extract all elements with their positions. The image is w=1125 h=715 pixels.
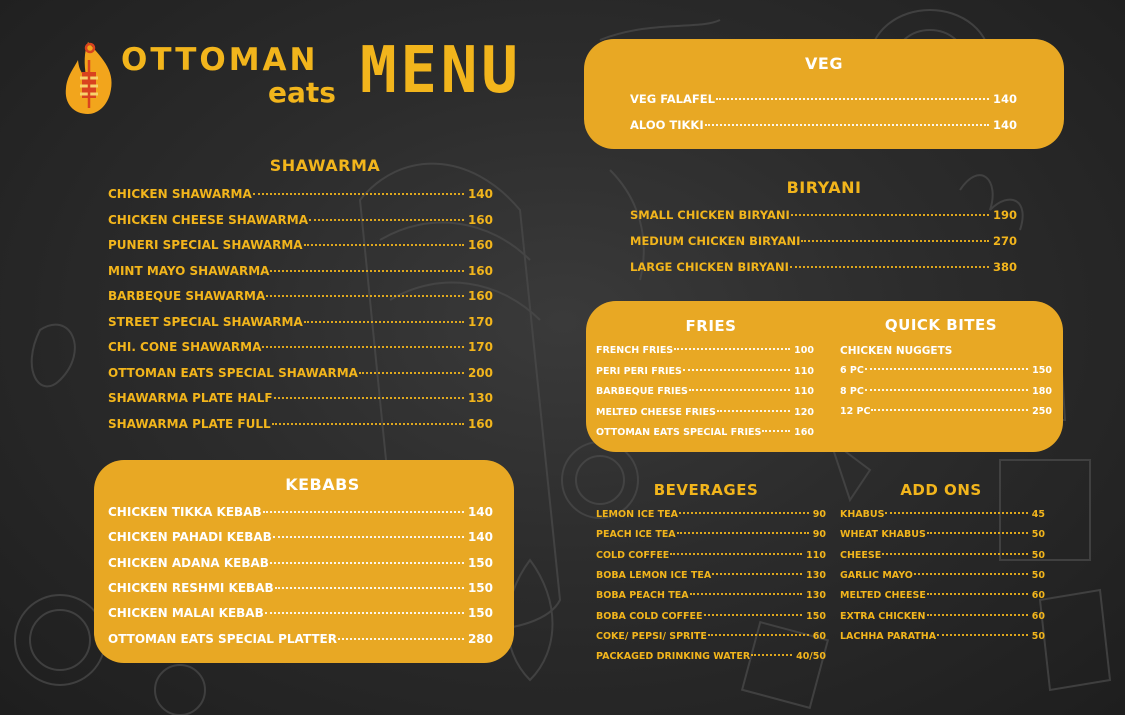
dot-leader — [272, 423, 464, 425]
menu-item-name: SMALL CHICKEN BIRYANI — [630, 208, 790, 222]
dot-leader — [304, 321, 464, 323]
menu-item-name: KHABUS — [840, 509, 885, 520]
menu-item-name: STREET SPECIAL SHAWARMA — [108, 314, 303, 329]
menu-item-name: SHAWARMA PLATE HALF — [108, 391, 273, 405]
menu-item-name: GARLIC MAYO — [840, 569, 913, 581]
menu-item-row — [108, 581, 493, 595]
biryani-section-title: BIRYANI — [786, 178, 862, 197]
menu-item-row — [108, 556, 493, 570]
dot-leader — [927, 614, 1028, 616]
menu-item-price: 90 — [812, 529, 826, 541]
dot-leader — [253, 193, 464, 195]
kebabs-section-title: KEBABS — [285, 475, 360, 494]
menu-item-row — [596, 631, 826, 642]
dot-leader — [674, 348, 790, 350]
menu-item-row — [596, 366, 814, 377]
menu-item-name: OTTOMAN EATS SPECIAL FRIES — [596, 427, 762, 438]
dot-leader — [871, 409, 1028, 411]
menu-item-name: MINT MAYO SHAWARMA — [108, 263, 270, 278]
menu-item-row — [630, 118, 1017, 132]
menu-item-price: 140 — [992, 118, 1017, 132]
menu-item-row — [108, 213, 493, 227]
dot-leader — [927, 532, 1028, 534]
menu-item-name: SHAWARMA PLATE FULL — [108, 416, 271, 431]
menu-item-name: PACKAGED DRINKING WATER — [596, 651, 751, 663]
menu-item-price: 140 — [992, 92, 1017, 106]
dot-leader — [708, 634, 809, 636]
fries-section-title: FRIES — [685, 317, 737, 335]
dot-leader — [683, 369, 790, 371]
menu-item-row — [596, 590, 826, 601]
dot-leader — [270, 270, 464, 272]
menu-item-row — [840, 570, 1045, 581]
menu-item-row — [108, 606, 493, 620]
menu-item-name: EXTRA CHICKEN — [840, 610, 926, 622]
dot-leader — [679, 512, 809, 514]
dot-leader — [865, 389, 1028, 391]
menu-item-name: LARGE CHICKEN BIRYANI — [630, 260, 789, 274]
menu-item-price: 170 — [467, 340, 493, 354]
menu-item-name: BOBA LEMON ICE TEA — [596, 569, 712, 581]
menu-item-price: 50 — [1031, 630, 1045, 642]
menu-item-row — [596, 386, 814, 397]
dot-leader — [937, 634, 1028, 636]
menu-item-price: 160 — [467, 263, 493, 278]
menu-item-name: BOBA PEACH TEA — [596, 590, 689, 602]
menu-item-price: 190 — [992, 208, 1017, 222]
beverages-section-title: BEVERAGES — [653, 481, 759, 499]
menu-item-name: PERI PERI FRIES — [596, 365, 682, 377]
menu-item-name: BARBEQUE SHAWARMA — [108, 289, 266, 303]
menu-item-name: WHEAT KHABUS — [840, 529, 926, 541]
menu-item-row — [108, 530, 493, 544]
dot-leader — [751, 654, 792, 656]
menu-item-name: LACHHA PARATHA — [840, 630, 937, 642]
menu-item-row — [596, 570, 826, 581]
menu-item-row — [840, 406, 1052, 417]
menu-item-price: 270 — [992, 234, 1017, 248]
menu-item-name: 12 PC — [840, 406, 871, 417]
dot-leader — [704, 614, 803, 616]
menu-item-price: 120 — [794, 406, 814, 418]
menu-item-row — [108, 315, 493, 329]
flame-logo-icon — [60, 38, 116, 116]
menu-item-row — [840, 386, 1052, 397]
dot-leader — [790, 266, 989, 268]
menu-item-name: FRENCH FRIES — [596, 345, 674, 356]
menu-item-name: BARBEQUE FRIES — [596, 386, 688, 397]
menu-item-price: 130 — [467, 391, 493, 405]
dot-leader — [338, 638, 464, 640]
menu-item-row — [108, 391, 493, 405]
dot-leader — [275, 587, 464, 589]
dot-leader — [274, 397, 464, 399]
menu-item-row — [840, 631, 1045, 642]
menu-item-price: 200 — [467, 365, 493, 380]
menu-item-price: 170 — [467, 314, 493, 329]
menu-item-price: 380 — [992, 260, 1017, 274]
brand-name-bottom: eats — [268, 76, 336, 109]
menu-item-name: CHICKEN SHAWARMA — [108, 187, 252, 201]
menu-item-price: 110 — [794, 365, 814, 377]
menu-item-name: CHICKEN PAHADI KEBAB — [108, 530, 272, 545]
dot-leader — [885, 512, 1027, 514]
menu-item-name: MELTED CHEESE FRIES — [596, 406, 716, 418]
dot-leader — [865, 368, 1028, 370]
dot-leader — [266, 295, 464, 297]
dot-leader — [791, 214, 989, 216]
menu-item-name: CHICKEN RESHMI KEBAB — [108, 580, 274, 595]
dot-leader — [914, 573, 1028, 575]
menu-item-price: 60 — [812, 630, 826, 642]
dot-leader — [882, 553, 1028, 555]
menu-item-row — [840, 550, 1045, 561]
menu-item-price: 180 — [1032, 385, 1052, 397]
dot-leader — [689, 389, 790, 391]
menu-item-row — [630, 260, 1017, 274]
menu-item-price: 150 — [467, 580, 493, 595]
dot-leader — [717, 410, 790, 412]
menu-item-price: 100 — [794, 345, 814, 356]
menu-item-name: OTTOMAN EATS SPECIAL PLATTER — [108, 631, 337, 646]
menu-item-row — [108, 187, 493, 201]
menu-item-price: 40/50 — [796, 651, 826, 663]
menu-item-price: 160 — [794, 427, 814, 438]
menu-item-row — [630, 234, 1017, 248]
menu-item-row — [108, 505, 493, 519]
shawarma-section-title: SHAWARMA — [269, 156, 381, 175]
menu-item-price: 250 — [1032, 406, 1052, 417]
dot-leader — [359, 372, 464, 374]
dot-leader — [705, 124, 989, 126]
quick-bites-subtitle: CHICKEN NUGGETS — [840, 345, 953, 357]
menu-item-price: 110 — [794, 386, 814, 397]
menu-item-price: 140 — [467, 530, 493, 545]
menu-item-price: 160 — [467, 212, 493, 227]
dot-leader — [690, 593, 803, 595]
menu-item-price: 50 — [1031, 569, 1045, 581]
menu-item-row — [840, 365, 1052, 376]
menu-item-name: CHEESE — [840, 549, 882, 561]
menu-item-row — [840, 509, 1045, 520]
dot-leader — [270, 562, 464, 564]
menu-item-name: COLD COFFEE — [596, 549, 670, 561]
menu-item-row — [108, 632, 493, 646]
dot-leader — [677, 532, 809, 534]
dot-leader — [265, 612, 464, 614]
menu-item-row — [630, 208, 1017, 222]
menu-item-row — [108, 340, 493, 354]
menu-item-row — [596, 651, 826, 662]
menu-item-price: 90 — [812, 509, 826, 520]
menu-item-row — [596, 611, 826, 622]
menu-item-price: 45 — [1031, 509, 1045, 520]
dot-leader — [762, 430, 790, 432]
menu-item-price: 60 — [1031, 610, 1045, 622]
menu-item-price: 50 — [1031, 549, 1045, 561]
menu-item-row — [108, 417, 493, 431]
dot-leader — [262, 346, 464, 348]
menu-item-name: CHICKEN CHEESE SHAWARMA — [108, 212, 308, 227]
menu-item-name: 6 PC — [840, 365, 864, 376]
menu-item-name: COKE/ PEPSI/ SPRITE — [596, 630, 707, 642]
menu-item-row — [108, 264, 493, 278]
menu-item-name: PUNERI SPECIAL SHAWARMA — [108, 238, 303, 252]
menu-item-row — [596, 427, 814, 438]
menu-item-price: 150 — [467, 555, 493, 570]
menu-item-price: 140 — [467, 187, 493, 201]
dot-leader — [304, 244, 464, 246]
dot-leader — [263, 511, 464, 513]
menu-item-row — [108, 366, 493, 380]
menu-item-price: 140 — [467, 505, 493, 519]
menu-item-price: 160 — [467, 238, 493, 252]
menu-item-row — [596, 509, 826, 520]
menu-item-price: 160 — [467, 289, 493, 303]
dot-leader — [927, 593, 1028, 595]
menu-item-name: OTTOMAN EATS SPECIAL SHAWARMA — [108, 365, 358, 380]
menu-item-name: CHICKEN TIKKA KEBAB — [108, 505, 262, 519]
menu-item-row — [108, 238, 493, 252]
menu-item-row — [108, 289, 493, 303]
menu-item-name: CHICKEN ADANA KEBAB — [108, 555, 269, 570]
menu-item-name: LEMON ICE TEA — [596, 509, 678, 520]
menu-item-row — [840, 590, 1045, 601]
veg-section-title: VEG — [805, 54, 843, 73]
dot-leader — [716, 98, 989, 100]
menu-item-name: CHI. CONE SHAWARMA — [108, 340, 262, 354]
menu-item-name: CHICKEN MALAI KEBAB — [108, 606, 264, 621]
dot-leader — [273, 536, 464, 538]
menu-item-row — [596, 550, 826, 561]
dot-leader — [309, 219, 464, 221]
menu-item-price: 50 — [1031, 529, 1045, 541]
dot-leader — [670, 553, 802, 555]
menu-item-price: 130 — [806, 590, 826, 602]
menu-item-name: MEDIUM CHICKEN BIRYANI — [630, 234, 801, 248]
menu-item-price: 150 — [806, 610, 826, 622]
quick-bites-section-title: QUICK BITES — [884, 316, 998, 334]
menu-item-row — [596, 529, 826, 540]
menu-item-row — [840, 529, 1045, 540]
menu-item-price: 160 — [467, 416, 493, 431]
menu-item-name: MELTED CHEESE — [840, 590, 926, 602]
menu-item-name: 8 PC — [840, 385, 864, 397]
menu-item-name: ALOO TIKKI — [630, 118, 704, 132]
menu-item-price: 150 — [467, 606, 493, 621]
dot-leader — [801, 240, 989, 242]
menu-item-row — [630, 92, 1017, 106]
menu-item-name: VEG FALAFEL — [630, 92, 715, 106]
menu-item-price: 60 — [1031, 590, 1045, 602]
menu-item-name: BOBA COLD COFFEE — [596, 610, 703, 622]
menu-item-row — [596, 345, 814, 356]
menu-item-row — [596, 407, 814, 418]
menu-item-price: 150 — [1032, 365, 1052, 376]
menu-title: MENU — [360, 34, 522, 108]
brand-name-top: OTTOMAN — [121, 42, 319, 78]
menu-item-row — [840, 611, 1045, 622]
add-ons-section-title: ADD ONS — [900, 481, 982, 499]
dot-leader — [712, 573, 802, 575]
menu-item-name: PEACH ICE TEA — [596, 529, 676, 541]
menu-item-price: 110 — [806, 549, 826, 561]
menu-item-price: 130 — [806, 569, 826, 581]
menu-item-price: 280 — [467, 631, 493, 646]
